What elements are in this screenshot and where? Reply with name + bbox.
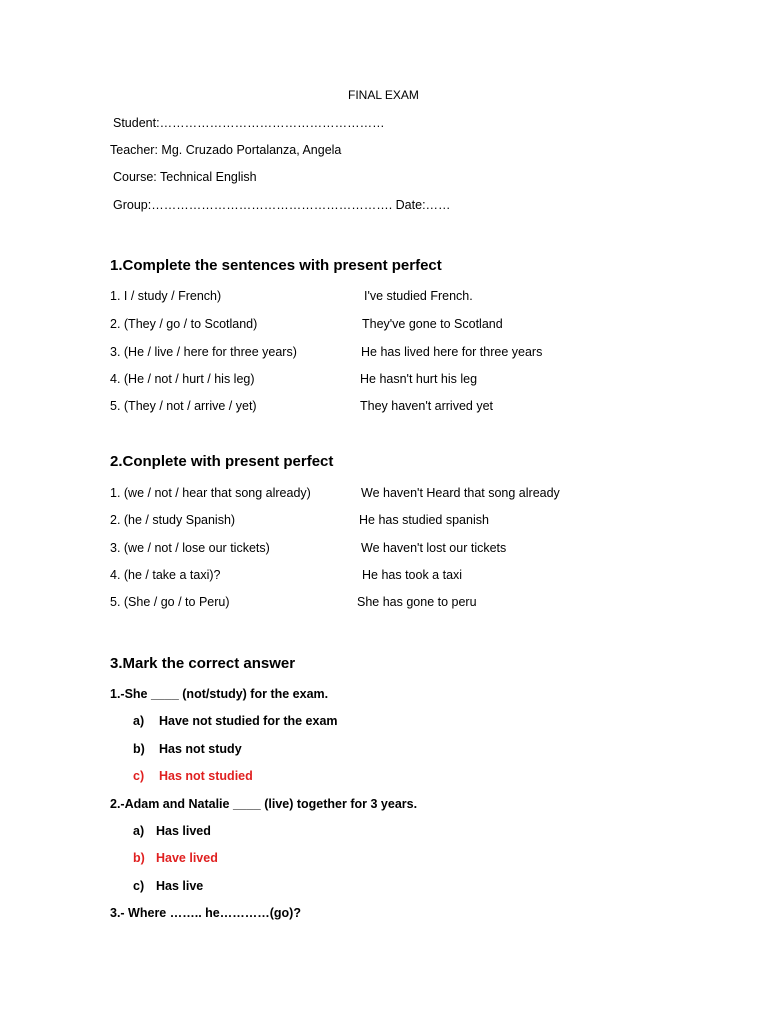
s1-answer-2: They've gone to Scotland bbox=[362, 317, 503, 331]
s2-answer-1: We haven't Heard that song already bbox=[361, 486, 560, 500]
q1-option-a-letter: a) bbox=[133, 714, 145, 728]
q1-question: 1.-She ____ (not/study) for the exam. bbox=[110, 687, 329, 701]
s1-answer-4: He hasn't hurt his leg bbox=[360, 372, 478, 386]
q2-option-b-letter: b) bbox=[133, 851, 145, 865]
s1-prompt-3: 3. (He / live / here for three years) bbox=[110, 345, 297, 359]
q2-option-a-letter: a) bbox=[133, 824, 145, 838]
s2-prompt-4: 4. (he / take a taxi)? bbox=[110, 568, 221, 582]
section2-heading: 2.Conplete with present perfect bbox=[110, 453, 334, 470]
s1-answer-3: He has lived here for three years bbox=[361, 345, 543, 359]
s1-answer-1: I've studied French. bbox=[364, 289, 473, 303]
s1-prompt-1: 1. I / study / French) bbox=[110, 289, 222, 303]
q2-question: 2.-Adam and Natalie ____ (live) together for 3 years. bbox=[110, 797, 418, 811]
s2-answer-2: He has studied spanish bbox=[359, 513, 489, 527]
s1-prompt-4: 4. (He / not / hurt / his leg) bbox=[110, 372, 255, 386]
s2-prompt-2: 2. (he / study Spanish) bbox=[110, 513, 236, 527]
q1-option-c-text-correct: Has not studied bbox=[159, 769, 253, 783]
q2-option-a-text: Has lived bbox=[156, 824, 211, 838]
q2-option-b-text-correct: Have lived bbox=[156, 851, 218, 865]
section1-heading: 1.Complete the sentences with present perfect bbox=[110, 257, 442, 274]
s2-prompt-5: 5. (She / go / to Peru) bbox=[110, 595, 230, 609]
s1-answer-5: They haven't arrived yet bbox=[360, 399, 494, 413]
s1-prompt-5: 5. (They / not / arrive / yet) bbox=[110, 399, 257, 413]
teacher-line: Teacher: Mg. Cruzado Portalanza, Angela bbox=[110, 143, 342, 157]
s2-prompt-1: 1. (we / not / hear that song already) bbox=[110, 486, 311, 500]
q1-option-b-text: Has not study bbox=[159, 742, 242, 756]
q1-option-c-letter: c) bbox=[133, 769, 145, 783]
group-date-line: Group:…………………………………………………. Date:…… bbox=[113, 198, 451, 212]
student-line: Student:……………………………………………… bbox=[113, 116, 385, 130]
q1-option-b-letter: b) bbox=[133, 742, 145, 756]
s2-answer-5: She has gone to peru bbox=[357, 595, 477, 609]
q2-option-c-text: Has live bbox=[156, 879, 204, 893]
s2-answer-3: We haven't lost our tickets bbox=[361, 541, 507, 555]
exam-title: FINAL EXAM bbox=[348, 88, 419, 102]
q1-option-a-text: Have not studied for the exam bbox=[159, 714, 338, 728]
s2-prompt-3: 3. (we / not / lose our tickets) bbox=[110, 541, 270, 555]
q3-question: 3.- Where …….. he…………(go)? bbox=[110, 906, 301, 920]
q2-option-c-letter: c) bbox=[133, 879, 145, 893]
s2-answer-4: He has took a taxi bbox=[362, 568, 463, 582]
s1-prompt-2: 2. (They / go / to Scotland) bbox=[110, 317, 258, 331]
course-line: Course: Technical English bbox=[113, 170, 257, 184]
section3-heading: 3.Mark the correct answer bbox=[110, 655, 296, 672]
